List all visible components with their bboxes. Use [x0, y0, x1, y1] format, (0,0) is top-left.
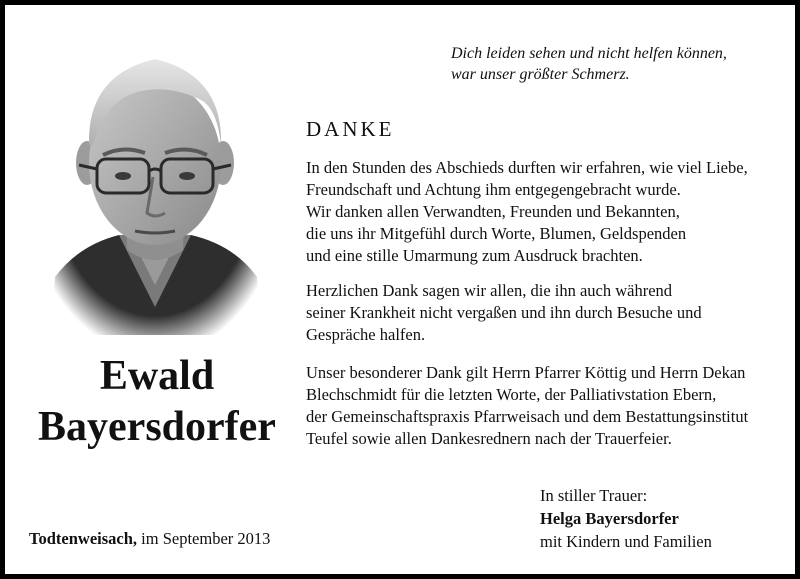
deceased-first-name: Ewald	[99, 353, 215, 399]
thanks-heading: DANKE	[306, 117, 395, 141]
thanks-paragraph-2	[306, 280, 786, 346]
paragraph-line: Wir danken allen Verwandten, Freunden und Bekannten,	[306, 202, 680, 221]
paragraph-line: Unser besonderer Dank gilt Herrn Pfarrer Köttig und Herrn Dekan	[306, 363, 746, 382]
mourners-block	[540, 484, 790, 553]
thanks-paragraph-3	[306, 362, 786, 450]
memorial-quote	[451, 43, 781, 85]
deceased-last-name: Bayersdorfer	[38, 404, 276, 450]
mourners-intro: In stiller Trauer:	[540, 486, 648, 505]
paragraph-line: der Gemeinschaftspraxis Pfarrweisach und dem Bestattungsinstitut	[306, 407, 749, 426]
paragraph-line: seiner Krankheit nicht vergaßen und ihn durch Besuche und	[306, 303, 702, 322]
deceased-name	[19, 351, 295, 453]
mourners-name: Helga Bayersdorfer	[540, 509, 679, 528]
thanks-paragraph-1	[306, 157, 786, 267]
paragraph-line: die uns ihr Mitgefühl durch Worte, Blumen, Geldspenden	[306, 224, 687, 243]
portrait-photo	[49, 45, 261, 335]
mourners-family: mit Kindern und Familien	[540, 532, 712, 551]
paragraph-line: und eine stille Umarmung zum Ausdruck brachten.	[306, 246, 643, 265]
paragraph-line: Herzlichen Dank sagen wir allen, die ihn auch während	[306, 281, 673, 300]
paragraph-line: Teufel sowie allen Dankesrednern nach der Trauerfeier.	[306, 429, 672, 448]
place-name: Todtenweisach,	[29, 529, 138, 548]
date-text: im September 2013	[141, 529, 271, 548]
paragraph-line: Gespräche halfen.	[306, 325, 426, 344]
paragraph-line: Blechschmidt für die letzten Worte, der Palliativstation Ebern,	[306, 385, 717, 404]
place-date	[29, 528, 270, 550]
quote-line-2: war unser größter Schmerz.	[451, 66, 630, 83]
quote-line-1: Dich leiden sehen und nicht helfen können,	[451, 45, 727, 62]
paragraph-line: Freundschaft und Achtung ihm entgegengebracht wurde.	[306, 180, 681, 199]
paragraph-line: In den Stunden des Abschieds durften wir erfahren, wie viel Liebe,	[306, 158, 748, 177]
